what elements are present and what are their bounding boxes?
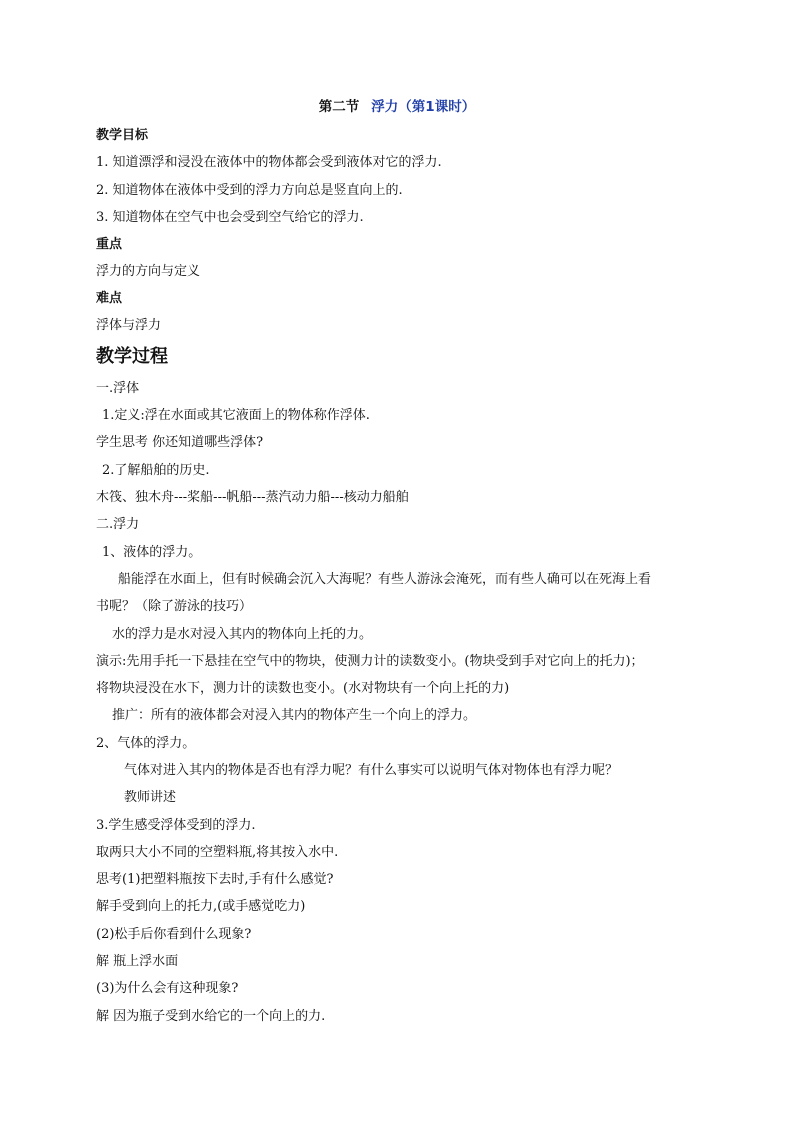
objectives-heading: 教学目标 <box>96 128 149 143</box>
body-line: 1.定义:浮在水面或其它液面上的物体称作浮体. <box>102 408 370 423</box>
body-line: (2)松手后你看到什么现象? <box>96 927 252 942</box>
body-line: 解 瓶上浮水面 <box>96 954 179 969</box>
body-line: 书呢？（除了游泳的技巧） <box>96 599 253 614</box>
body-line: 船能浮在水面上，但有时候确会沉入大海呢？有些人游泳会淹死，而有些人确可以在死海上看 <box>118 572 652 587</box>
body-line: 2.了解船舶的历史. <box>102 463 210 478</box>
body-line: 二.浮力 <box>96 517 140 532</box>
body-line: 一.浮体 <box>96 381 140 396</box>
objective-item: 1. 知道漂浮和浸没在液体中的物体都会受到液体对它的浮力. <box>96 155 442 170</box>
process-heading: 教学过程 <box>96 346 168 367</box>
body-line: 解 因为瓶子受到水给它的一个向上的力. <box>96 1009 326 1024</box>
body-line: 1、液体的浮力。 <box>102 545 202 560</box>
section-number: 第二节 <box>318 99 360 115</box>
difficulty-heading: 难点 <box>96 291 123 306</box>
body-line: (3)为什么会有这种现象? <box>96 981 239 996</box>
page-title <box>0 98 794 116</box>
body-line: 2、气体的浮力。 <box>96 736 196 751</box>
body-line: 木筏、独木舟---桨船---帆船---蒸汽动力船---核动力船舶 <box>96 490 409 505</box>
body-line: 学生思考 你还知道哪些浮体? <box>96 435 264 450</box>
body-line: 气体对进入其内的物体是否也有浮力呢？有什么事实可以说明气体对物体也有浮力呢？ <box>124 763 619 778</box>
body-line: 演示:先用手托一下悬挂在空气中的物块，使测力计的读数变小。(物块受到手对它向上的托力)； <box>96 654 644 669</box>
lesson-title: 浮力（第1课时） <box>371 99 476 115</box>
objective-item: 3. 知道物体在空气中也会受到空气给它的浮力. <box>96 210 364 225</box>
body-line: 解手受到向上的托力,(或手感觉吃力) <box>96 899 306 914</box>
body-line: 3.学生感受浮体受到的浮力. <box>96 818 256 833</box>
body-line: 将物块浸没在水下，测力计的读数也变小。(水对物块有一个向上托的力) <box>96 681 510 696</box>
body-line: 推广：所有的液体都会对浸入其内的物体产生一个向上的浮力。 <box>112 708 477 723</box>
body-line: 水的浮力是水对浸入其内的物体向上托的力。 <box>112 627 373 642</box>
difficulty-text: 浮体与浮力 <box>96 318 162 333</box>
body-line: 教师讲述 <box>124 790 177 805</box>
body-line: 取两只大小不同的空塑料瓶,将其按入水中. <box>96 845 339 860</box>
objective-item: 2. 知道物体在液体中受到的浮力方向总是竖直向上的. <box>96 183 403 198</box>
key-text: 浮力的方向与定义 <box>96 264 201 279</box>
body-line: 思考(1)把塑料瓶按下去时,手有什么感觉? <box>96 872 334 887</box>
key-heading: 重点 <box>96 237 123 252</box>
